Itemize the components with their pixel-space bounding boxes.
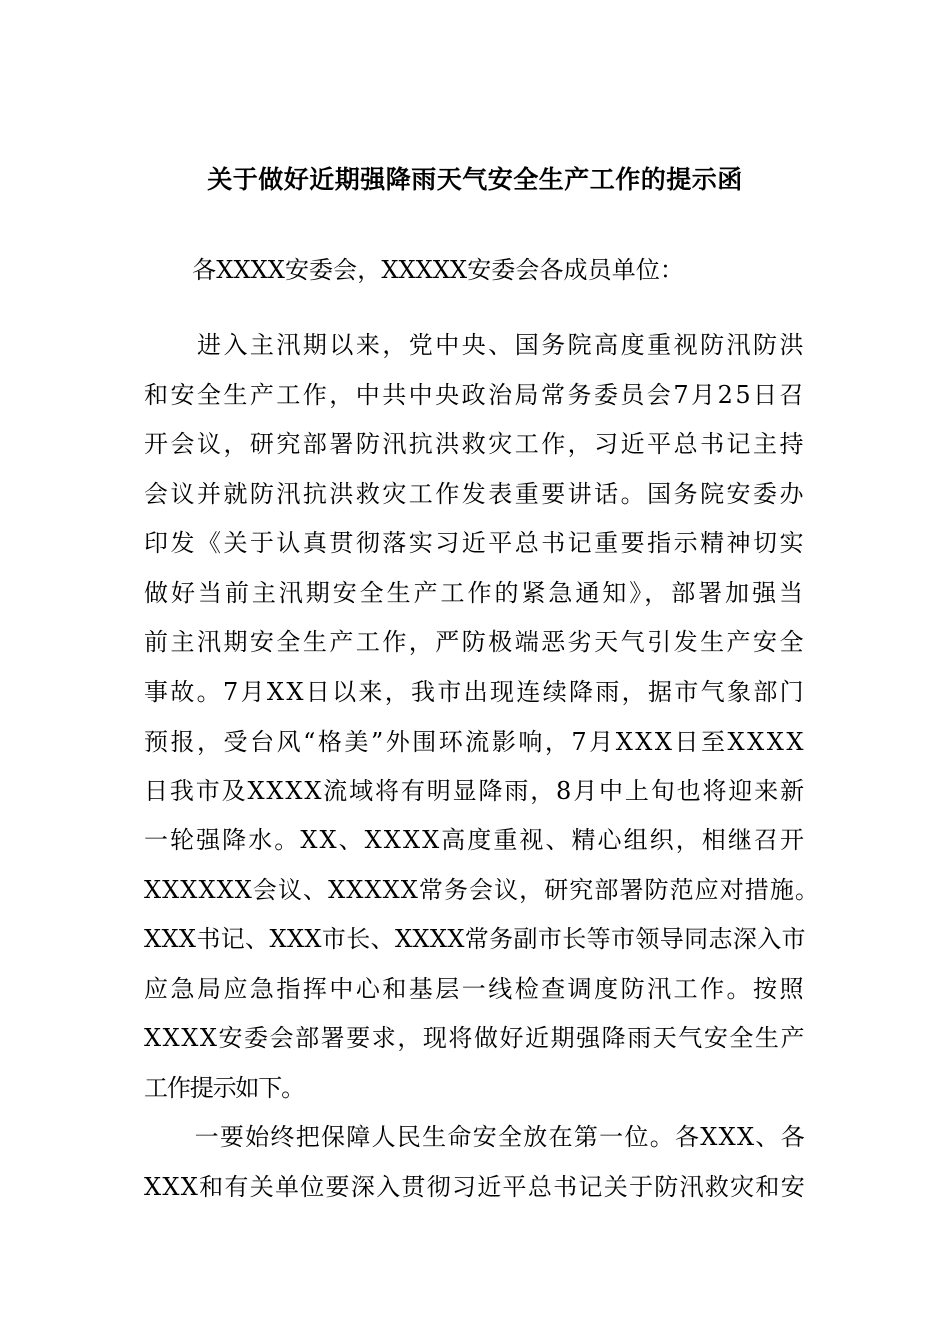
body-line: 工作提示如下。 <box>144 1074 304 1102</box>
body-line: XXX书记、XXX市长、XXXX常务副市长等市领导同志深入市 <box>144 925 806 953</box>
salutation-line: 各XXXX安委会，XXXXX安委会各成员单位： <box>144 256 684 284</box>
body-line: 一轮强降水。XX、XXXX高度重视、精心组织，相继召开 <box>144 826 806 854</box>
body-line: 印发《关于认真贯彻落实习近平总书记重要指示精神切实 <box>144 529 806 557</box>
body-line: 事故。7月XX日以来，我市出现连续降雨，据市气象部门 <box>144 678 806 706</box>
body-line: 做好当前主汛期安全生产工作的紧急通知》，部署加强当 <box>144 579 806 607</box>
body-line: 和安全生产工作，中共中央政治局常务委员会7月25日召 <box>144 381 806 409</box>
body-line: XXX和有关单位要深入贯彻习近平总书记关于防汛救灾和安 <box>144 1173 806 1201</box>
body-line: XXXXXX会议、XXXXX常务会议，研究部署防范应对措施。 <box>144 876 820 904</box>
body-line: 预报，受台风“格美”外围环流影响，7月XXX日至XXXX <box>144 728 806 756</box>
body-line: XXXX安委会部署要求，现将做好近期强降雨天气安全生产 <box>144 1024 806 1052</box>
body-line: 会议并就防汛抗洪救灾工作发表重要讲话。国务院安委办 <box>144 480 806 508</box>
body-line: 开会议，研究部署防汛抗洪救灾工作，习近平总书记主持 <box>144 430 806 458</box>
body-line: 前主汛期安全生产工作，严防极端恶劣天气引发生产安全 <box>144 628 806 656</box>
body-line: 一要始终把保障人民生命安全放在第一位。各XXX、各 <box>144 1123 806 1151</box>
body-line: 进入主汛期以来，党中央、国务院高度重视防汛防洪 <box>144 331 806 359</box>
document-title: 关于做好近期强降雨天气安全生产工作的提示函 <box>207 165 743 194</box>
body-line: 日我市及XXXX流域将有明显降雨，8月中上旬也将迎来新 <box>144 777 806 805</box>
body-line: 应急局应急指挥中心和基层一线检查调度防汛工作。按照 <box>144 975 806 1003</box>
